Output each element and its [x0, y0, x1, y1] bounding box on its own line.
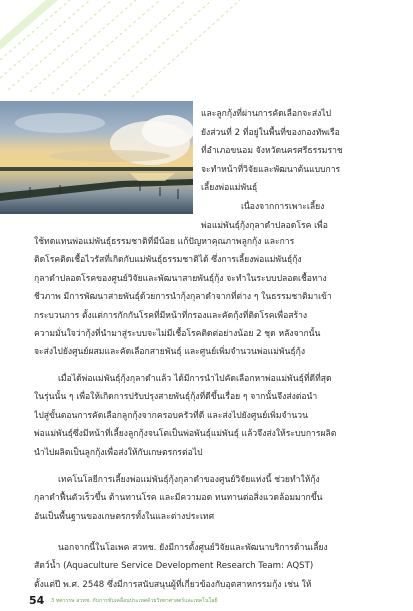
text-line: และลูกกุ้งที่ผ่านการคัดเลือกจะส่งไป	[201, 109, 332, 119]
text-line: พ่อแม่พันธุ์กุ้งกุลาดำปลอดโรค เพื่อ	[201, 220, 328, 231]
text-line: ตั้งแต่ปี พ.ศ. 2548 ซึ่งมีการสนับสนุนผู้ที่เกี่ยวข้องกับอุตสาหกรรมกุ้ง เช่น ให้	[34, 579, 312, 590]
green-band	[0, 0, 58, 50]
text-line: กุลาดำฟื้นตัวเร็วขึ้น ต้านทานโรค และมีความอด ทนทานต่อสิ่งแวดล้อมมากขึ้น	[34, 493, 323, 504]
text-line: ชีวภาพ มีการพัฒนาสายพันธุ์ด้วยการนำกุ้งกุลาดำจากที่ต่าง ๆ ในธรรมชาติมาเข้า	[34, 292, 332, 303]
text-line: สัตว์น้ำ (Aquaculture Service Development Research Team: AQST)	[34, 561, 314, 572]
text-line: อันเป็นพื้นฐานของเกษตรกรทั้งในและต่างประเทศ	[34, 511, 215, 522]
stripe-group	[0, 0, 240, 97]
shrimp-pond-photo	[0, 101, 193, 214]
text-line: ใช้ทดแทนพ่อแม่พันธุ์ธรรมชาติที่มีน้อย แก้ปัญหาคุณภาพลูกกุ้ง และการ	[34, 237, 295, 247]
text-line: เลี้ยงพ่อแม่พันธุ์	[201, 183, 258, 194]
text-line: ติดโรคติดเชื้อไวรัสที่เกิดกับแม่พันธุ์ธรรมชาติได้ ซึ่งการเลี้ยงพ่อแม่พันธุ์กุ้ง	[34, 255, 302, 266]
page-number: 54	[29, 594, 45, 607]
text-line: ยังส่วนที่ 2 ที่อยู่ในพื้นที่ของกองทัพเรือ	[201, 127, 340, 138]
text-line: นอกจากนี้ในโอเพค สวทช. ยังมีการตั้งศูนย์วิจัยและพัฒนาบริการด้านเลี้ยง	[58, 543, 328, 553]
text-line: พ่อแม่พันธุ์ซึ่งมีหน้าที่เลี้ยงลูกกุ้งจนโตเป็นพ่อพันธุ์แม่พันธุ์ แล้วจึงส่งให้ระบบการผลิต	[34, 429, 337, 440]
text-line: ความมั่นใจว่ากุ้งที่นำมาสู่ระบบจะไม่มีเชื้อโรคติดต่อย่างน้อย 2 ชุด หลังจากนั้น	[34, 329, 321, 340]
cloud	[15, 113, 105, 133]
paragraph-3	[34, 471, 388, 526]
paragraph-2	[34, 370, 388, 462]
cloud	[142, 115, 193, 147]
text-line: เมื่อได้พ่อแม่พันธุ์กุ้งกุลาดำแล้ว ได้มีการนำไปคัดเลือกหาพ่อแม่พันธุ์ที่ดีที่สุด	[58, 374, 332, 384]
text-line: จะส่งไปยังศูนย์ผสมและคัดเลือกสายพันธุ์ และศูนย์เพิ่มจำนวนพ่อแม่พันธุ์กุ้ง	[34, 347, 306, 358]
horizon-treeline	[0, 167, 193, 171]
running-footer: 3 ทศวรรษ สวทช. กับการขับเคลื่อนประเทศด้วยวิทยาศาสตร์และเทคโนโลยี	[51, 598, 218, 604]
cloud	[50, 150, 170, 162]
paragraph-1	[34, 233, 388, 362]
text-line: กุลาดำปลอดโรคของศูนย์วิจัยและพัฒนาสายพันธุ์กุ้ง จะทำในระบบปลอดเชื้อทาง	[34, 273, 327, 284]
text-line: นำไปผลิตเป็นลูกกุ้งเพื่อส่งให้กับเกษตรกรต่อไป	[34, 447, 203, 458]
text-line: ที่อำเภอขนอม จังหวัดนครศรีธรรมราช	[201, 146, 343, 157]
text-line: กระบวนการ ตั้งแต่การกักกันโรคที่มีหน้าที่กรองและคัดกุ้งที่ติดโรคเพื่อสร้าง	[34, 310, 308, 321]
text-line: ไปสู่ขั้นตอนการคัดเลือกลูกกุ้งจากครอบครัวที่ดี และส่งไปยังศูนย์เพิ่มจำนวน	[34, 410, 308, 421]
text-line: เนื่องจากการเพาะเลี้ยง	[241, 201, 325, 212]
paragraph-4	[34, 539, 388, 594]
page-footer	[29, 594, 389, 611]
lead-paragraph	[201, 105, 378, 235]
text-line: ในรุ่นนั้น ๆ เพื่อให้เกิดการปรับปรุงสายพันธุ์กุ้งที่ดีขึ้นเรื่อย ๆ จากนั้นจึงส่งต่อนำ	[34, 392, 318, 403]
text-line: เทคโนโลยีการเลี้ยงพ่อแม่พันธุ์กุ้งกุลาดำของศูนย์วิจัยแห่งนี้ ช่วยทำให้กุ้ง	[58, 475, 320, 485]
text-line: จะทำหน้าที่วิจัยและพัฒนาต้นแบบการ	[201, 164, 341, 175]
